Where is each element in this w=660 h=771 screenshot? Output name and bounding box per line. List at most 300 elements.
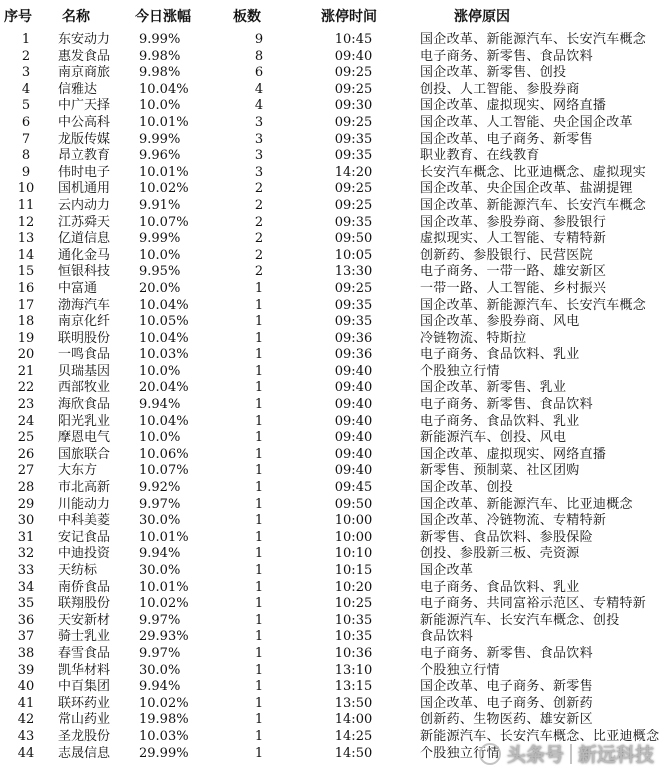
cell-board-count: 6: [254, 65, 264, 81]
cell-change-pct: 20.04%: [139, 380, 189, 396]
table-row: [0, 231, 660, 248]
cell-board-count: 1: [254, 413, 264, 429]
cell-board-count: 1: [254, 645, 264, 661]
cell-change-pct: 10.04%: [139, 297, 189, 313]
cell-limit-up-time: 10:20: [334, 579, 373, 595]
cell-limit-up-time: 10:35: [334, 629, 373, 645]
cell-index: 27: [17, 463, 35, 479]
cell-limit-up-reason: 电子商务、新零售、食品饮料: [420, 645, 593, 661]
cell-stock-name: 凯华材料: [58, 662, 111, 678]
cell-limit-up-time: 09:35: [334, 214, 373, 230]
cell-board-count: 1: [254, 463, 264, 479]
cell-stock-name: 信雅达: [58, 81, 98, 97]
cell-stock-name: 中科美菱: [58, 513, 111, 529]
cell-limit-up-reason: 新零售、食品饮料、参股保险: [420, 529, 593, 545]
cell-limit-up-time: 10:25: [334, 596, 373, 612]
cell-limit-up-time: 13:30: [334, 264, 373, 280]
cell-stock-name: 一鸣食品: [58, 347, 111, 363]
cell-change-pct: 10.0%: [139, 363, 181, 379]
cell-limit-up-time: 09:36: [334, 330, 373, 346]
cell-board-count: 2: [254, 214, 264, 230]
table-row: [0, 98, 660, 115]
table-row: [0, 32, 660, 49]
cell-change-pct: 9.95%: [139, 264, 181, 280]
table-row: [0, 115, 660, 132]
table-row: [0, 132, 660, 149]
cell-stock-name: 西部牧业: [58, 380, 111, 396]
cell-board-count: 8: [254, 48, 264, 64]
cell-limit-up-time: 10:45: [334, 32, 373, 47]
cell-stock-name: 惠发食品: [58, 48, 111, 64]
cell-stock-name: 志晟信息: [58, 745, 111, 761]
cell-stock-name: 阳光乳业: [58, 413, 111, 429]
cell-index: 25: [17, 430, 35, 446]
cell-index: 22: [17, 380, 35, 396]
cell-limit-up-time: 14:25: [334, 728, 373, 744]
table-row: [0, 314, 660, 331]
cell-limit-up-time: 10:00: [334, 513, 373, 529]
cell-stock-name: 常山药业: [58, 712, 111, 728]
table-row: [0, 679, 660, 696]
table-row: [0, 397, 660, 414]
table-row: [0, 463, 660, 480]
cell-stock-name: 中富通: [58, 280, 98, 296]
cell-index: 1: [21, 32, 31, 47]
cell-change-pct: 10.02%: [139, 695, 189, 711]
cell-limit-up-reason: 电子商务、新零售、食品饮料: [420, 397, 593, 413]
cell-index: 10: [17, 181, 35, 197]
cell-limit-up-reason: 电子商务、食品饮料、乳业: [420, 347, 580, 363]
cell-limit-up-time: 13:50: [334, 695, 373, 711]
cell-limit-up-reason: 国企改革、新能源汽车、比亚迪概念: [420, 496, 633, 512]
cell-limit-up-reason: 新能源汽车、创投、风电: [420, 430, 567, 446]
cell-limit-up-time: 10:10: [334, 546, 373, 562]
cell-change-pct: 9.98%: [139, 48, 181, 64]
cell-index: 42: [17, 712, 35, 728]
table-row: [0, 712, 660, 729]
watermark-author: 新远科技: [577, 744, 654, 766]
cell-change-pct: 9.99%: [139, 231, 181, 247]
cell-limit-up-time: 09:40: [334, 363, 373, 379]
cell-limit-up-time: 09:25: [334, 280, 373, 296]
cell-stock-name: 中广天择: [58, 98, 111, 114]
cell-board-count: 3: [254, 114, 264, 130]
cell-stock-name: 天纺标: [58, 563, 98, 578]
cell-stock-name: 昂立教育: [58, 148, 111, 164]
cell-change-pct: 9.99%: [139, 32, 181, 47]
table-row: [0, 264, 660, 281]
cell-limit-up-time: 09:35: [334, 131, 373, 147]
cell-index: 23: [17, 397, 35, 413]
cell-change-pct: 29.99%: [139, 745, 189, 761]
cell-limit-up-reason: 职业教育、在线教育: [420, 148, 540, 164]
cell-limit-up-time: 09:40: [334, 48, 373, 64]
cell-change-pct: 10.0%: [139, 430, 181, 446]
cell-limit-up-reason: 个股独立行情: [420, 662, 500, 678]
cell-index: 33: [17, 563, 35, 578]
cell-limit-up-time: 09:25: [334, 114, 373, 130]
cell-board-count: 1: [254, 579, 264, 595]
table-row: [0, 613, 660, 630]
cell-limit-up-reason: 创新药、参股银行、民营医院: [420, 247, 593, 263]
cell-limit-up-reason: 国企改革、电子商务、新零售: [420, 679, 593, 695]
cell-change-pct: 10.07%: [139, 214, 189, 230]
cell-index: 32: [17, 546, 35, 562]
cell-stock-name: 中迪投资: [58, 546, 111, 562]
header-change-pct: 今日涨幅: [135, 9, 191, 25]
cell-board-count: 1: [254, 297, 264, 313]
table-row: [0, 696, 660, 713]
table-row: [0, 331, 660, 348]
cell-index: 7: [21, 131, 31, 147]
cell-board-count: 1: [254, 529, 264, 545]
cell-board-count: 1: [254, 728, 264, 744]
cell-limit-up-reason: 国企改革、新零售、创投: [420, 65, 567, 81]
cell-index: 12: [17, 214, 35, 230]
cell-limit-up-reason: 国企改革、新零售、乳业: [420, 380, 567, 396]
cell-stock-name: 摩恩电气: [58, 430, 111, 446]
header-limit-up-reason: 涨停原因: [454, 9, 510, 25]
cell-limit-up-time: 10:00: [334, 529, 373, 545]
table-row: [0, 530, 660, 547]
cell-limit-up-time: 10:05: [334, 247, 373, 263]
cell-board-count: 2: [254, 231, 264, 247]
cell-stock-name: 南京商旅: [58, 65, 111, 81]
cell-change-pct: 9.91%: [139, 197, 181, 213]
cell-limit-up-time: 09:50: [334, 231, 373, 247]
cell-change-pct: 9.99%: [139, 131, 181, 147]
table-row: [0, 82, 660, 99]
cell-limit-up-time: 13:10: [334, 662, 373, 678]
cell-stock-name: 骑士乳业: [58, 629, 111, 645]
table-row: [0, 513, 660, 530]
cell-board-count: 1: [254, 380, 264, 396]
cell-limit-up-time: 09:25: [334, 81, 373, 97]
cell-limit-up-time: 09:45: [334, 480, 373, 496]
table-row: [0, 364, 660, 381]
cell-stock-name: 恒银科技: [58, 264, 111, 280]
cell-limit-up-time: 10:35: [334, 612, 373, 628]
cell-stock-name: 国旅联合: [58, 446, 111, 462]
cell-change-pct: 9.97%: [139, 612, 181, 628]
cell-limit-up-time: 14:00: [334, 712, 373, 728]
cell-index: 38: [17, 645, 35, 661]
cell-board-count: 3: [254, 148, 264, 164]
cell-limit-up-time: 10:36: [334, 645, 373, 661]
cell-index: 40: [17, 679, 35, 695]
cell-board-count: 1: [254, 695, 264, 711]
cell-limit-up-reason: 国企改革、央企国企改革、盐湖提锂: [420, 181, 633, 197]
cell-stock-name: 市北高新: [58, 480, 111, 496]
cell-index: 26: [17, 446, 35, 462]
cell-change-pct: 9.96%: [139, 148, 181, 164]
cell-change-pct: 10.01%: [139, 579, 189, 595]
cell-limit-up-reason: 国企改革、新能源汽车、长安汽车概念: [420, 297, 647, 313]
cell-limit-up-reason: 新零售、预制菜、社区团购: [420, 463, 580, 479]
cell-limit-up-time: 13:15: [334, 679, 373, 695]
cell-stock-name: 联翔股份: [58, 596, 111, 612]
cell-limit-up-reason: 冷链物流、特斯拉: [420, 330, 527, 346]
cell-index: 30: [17, 513, 35, 529]
cell-board-count: 3: [254, 164, 264, 180]
cell-limit-up-reason: 创投、参股新三板、壳资源: [420, 546, 580, 562]
header-name: 名称: [62, 9, 90, 25]
cell-index: 31: [17, 529, 35, 545]
cell-change-pct: 10.02%: [139, 181, 189, 197]
cell-limit-up-reason: 电子商务、一带一路、雄安新区: [420, 264, 607, 280]
cell-index: 13: [17, 231, 35, 247]
cell-change-pct: 10.0%: [139, 247, 181, 263]
cell-stock-name: 江苏舜天: [58, 214, 111, 230]
cell-stock-name: 亿道信息: [58, 231, 111, 247]
cell-change-pct: 10.05%: [139, 314, 189, 330]
cell-limit-up-reason: 电子商务、食品饮料、乳业: [420, 579, 580, 595]
cell-stock-name: 中公高科: [58, 114, 111, 130]
cell-index: 36: [17, 612, 35, 628]
cell-limit-up-reason: 食品饮料: [420, 629, 474, 645]
cell-stock-name: 东安动力: [58, 32, 111, 47]
cell-stock-name: 联环药业: [58, 695, 111, 711]
cell-board-count: 1: [254, 513, 264, 529]
cell-index: 8: [21, 148, 31, 164]
cell-stock-name: 春雪食品: [58, 645, 111, 661]
cell-board-count: 1: [254, 446, 264, 462]
toutiao-logo-icon: [479, 743, 501, 765]
table-row: [0, 65, 660, 82]
cell-limit-up-time: 09:40: [334, 430, 373, 446]
cell-change-pct: 30.0%: [139, 662, 181, 678]
table-row: [0, 646, 660, 663]
cell-limit-up-reason: 创新药、生物医药、雄安新区: [420, 712, 593, 728]
table-row: [0, 165, 660, 182]
cell-board-count: 1: [254, 496, 264, 512]
cell-index: 4: [21, 81, 31, 97]
table-row: [0, 546, 660, 563]
cell-change-pct: 10.07%: [139, 463, 189, 479]
cell-change-pct: 10.01%: [139, 114, 189, 130]
cell-limit-up-reason: 国企改革: [420, 563, 474, 578]
cell-board-count: 4: [254, 98, 264, 114]
cell-index: 3: [21, 65, 31, 81]
table-row: [0, 248, 660, 265]
table-row: [0, 347, 660, 364]
table-row: [0, 181, 660, 198]
cell-change-pct: 10.01%: [139, 164, 189, 180]
cell-limit-up-reason: 国企改革、人工智能、央企国企改革: [420, 114, 633, 130]
watermark-divider: [570, 744, 572, 764]
table-row: [0, 563, 660, 580]
cell-change-pct: 10.04%: [139, 330, 189, 346]
cell-limit-up-reason: 电子商务、食品饮料、乳业: [420, 413, 580, 429]
cell-stock-name: 圣龙股份: [58, 728, 111, 744]
cell-stock-name: 中百集团: [58, 679, 111, 695]
cell-change-pct: 30.0%: [139, 513, 181, 529]
cell-change-pct: 9.94%: [139, 546, 181, 562]
cell-board-count: 1: [254, 662, 264, 678]
cell-change-pct: 9.94%: [139, 679, 181, 695]
table-row: [0, 596, 660, 613]
cell-stock-name: 云内动力: [58, 197, 111, 213]
cell-change-pct: 9.98%: [139, 65, 181, 81]
cell-index: 44: [17, 745, 35, 761]
cell-limit-up-reason: 电子商务、共同富裕示范区、专精特新: [420, 596, 647, 612]
header-limit-up-time: 涨停时间: [321, 9, 377, 25]
cell-stock-name: 大东方: [58, 463, 98, 479]
cell-board-count: 1: [254, 612, 264, 628]
cell-board-count: 1: [254, 347, 264, 363]
cell-stock-name: 龙版传媒: [58, 131, 111, 147]
cell-change-pct: 10.04%: [139, 81, 189, 97]
cell-stock-name: 安记食品: [58, 529, 111, 545]
cell-limit-up-reason: 国企改革、新能源汽车、长安汽车概念: [420, 32, 647, 47]
cell-limit-up-time: 14:20: [334, 164, 373, 180]
cell-limit-up-reason: 新能源汽车、长安汽车概念、创投: [420, 612, 620, 628]
cell-board-count: 1: [254, 546, 264, 562]
cell-board-count: 2: [254, 264, 264, 280]
cell-stock-name: 海欣食品: [58, 397, 111, 413]
cell-index: 5: [21, 98, 31, 114]
table-row: [0, 447, 660, 464]
cell-index: 14: [17, 247, 35, 263]
watermark-platform: 头条号: [506, 744, 564, 766]
cell-board-count: 1: [254, 712, 264, 728]
cell-index: 6: [21, 114, 31, 130]
cell-index: 2: [21, 48, 31, 64]
table-row: [0, 629, 660, 646]
cell-change-pct: 20.0%: [139, 280, 181, 296]
cell-change-pct: 10.06%: [139, 446, 189, 462]
table-row: [0, 380, 660, 397]
cell-change-pct: 10.03%: [139, 728, 189, 744]
table-row: [0, 281, 660, 298]
table-row: [0, 580, 660, 597]
cell-board-count: 2: [254, 247, 264, 263]
table-body: [0, 32, 660, 762]
table-row: [0, 497, 660, 514]
cell-change-pct: 30.0%: [139, 563, 181, 578]
cell-board-count: 1: [254, 363, 264, 379]
cell-limit-up-time: 09:25: [334, 65, 373, 81]
cell-change-pct: 10.04%: [139, 413, 189, 429]
cell-stock-name: 南京化纤: [58, 314, 111, 330]
cell-change-pct: 19.98%: [139, 712, 189, 728]
cell-index: 11: [17, 197, 35, 213]
table-row: [0, 49, 660, 66]
cell-board-count: 1: [254, 629, 264, 645]
table-row: [0, 198, 660, 215]
cell-limit-up-time: 09:40: [334, 380, 373, 396]
cell-index: 18: [17, 314, 35, 330]
cell-limit-up-time: 09:40: [334, 446, 373, 462]
cell-index: 41: [17, 695, 35, 711]
cell-limit-up-reason: 电子商务、新零售、食品饮料: [420, 48, 593, 64]
cell-board-count: 1: [254, 280, 264, 296]
cell-index: 19: [17, 330, 35, 346]
cell-limit-up-time: 09:36: [334, 347, 373, 363]
header-index: 序号: [4, 9, 32, 25]
table-row: [0, 663, 660, 680]
cell-index: 39: [17, 662, 35, 678]
cell-stock-name: 联明股份: [58, 330, 111, 346]
cell-index: 28: [17, 480, 35, 496]
cell-stock-name: 伟时电子: [58, 164, 111, 180]
cell-limit-up-reason: 个股独立行情: [420, 745, 500, 761]
cell-limit-up-reason: 一带一路、人工智能、乡村振兴: [420, 280, 607, 296]
cell-limit-up-reason: 虚拟现实、人工智能、专精特新: [420, 231, 607, 247]
cell-limit-up-time: 09:35: [334, 148, 373, 164]
cell-board-count: 1: [254, 596, 264, 612]
cell-change-pct: 29.93%: [139, 629, 189, 645]
cell-board-count: 2: [254, 181, 264, 197]
cell-stock-name: 通化金马: [58, 247, 111, 263]
cell-limit-up-time: 09:25: [334, 197, 373, 213]
cell-limit-up-reason: 国企改革、虚拟现实、网络直播: [420, 446, 607, 462]
cell-limit-up-reason: 创投、人工智能、参股券商: [420, 81, 580, 97]
cell-stock-name: 南侨食品: [58, 579, 111, 595]
cell-index: 20: [17, 347, 35, 363]
cell-index: 15: [17, 264, 35, 280]
cell-limit-up-time: 09:50: [334, 496, 373, 512]
cell-index: 21: [17, 363, 35, 379]
cell-index: 16: [17, 280, 35, 296]
cell-stock-name: 渤海汽车: [58, 297, 111, 313]
cell-limit-up-reason: 国企改革、电子商务、新零售: [420, 131, 593, 147]
cell-board-count: 1: [254, 397, 264, 413]
cell-index: 9: [21, 164, 31, 180]
table-row: [0, 430, 660, 447]
cell-board-count: 1: [254, 430, 264, 446]
cell-board-count: 4: [254, 81, 264, 97]
cell-limit-up-time: 09:35: [334, 314, 373, 330]
cell-limit-up-time: 09:35: [334, 297, 373, 313]
cell-change-pct: 10.03%: [139, 347, 189, 363]
cell-limit-up-time: 09:40: [334, 463, 373, 479]
cell-board-count: 1: [254, 314, 264, 330]
cell-index: 17: [17, 297, 35, 313]
cell-limit-up-reason: 国企改革、参股券商、风电: [420, 314, 580, 330]
cell-limit-up-reason: 国企改革、参股券商、参股银行: [420, 214, 607, 230]
table-row: [0, 480, 660, 497]
cell-board-count: 1: [254, 679, 264, 695]
cell-change-pct: 10.02%: [139, 596, 189, 612]
cell-limit-up-reason: 国企改革、虚拟现实、网络直播: [420, 98, 607, 114]
cell-index: 43: [17, 728, 35, 744]
cell-board-count: 9: [254, 32, 264, 47]
cell-index: 34: [17, 579, 35, 595]
cell-stock-name: 天安新材: [58, 612, 111, 628]
cell-limit-up-time: 09:30: [334, 98, 373, 114]
table-row: [0, 414, 660, 431]
cell-limit-up-time: 14:50: [334, 745, 373, 761]
cell-limit-up-reason: 国企改革、新能源汽车、长安汽车概念: [420, 197, 647, 213]
header-row: [0, 0, 660, 32]
cell-board-count: 1: [254, 480, 264, 496]
cell-board-count: 3: [254, 131, 264, 147]
cell-limit-up-time: 09:40: [334, 397, 373, 413]
cell-stock-name: 贝瑞基因: [58, 363, 111, 379]
cell-change-pct: 9.92%: [139, 480, 181, 496]
cell-index: 35: [17, 596, 35, 612]
cell-limit-up-time: 09:25: [334, 181, 373, 197]
cell-limit-up-time: 10:15: [334, 563, 373, 578]
cell-change-pct: 9.97%: [139, 496, 181, 512]
cell-change-pct: 9.97%: [139, 645, 181, 661]
cell-change-pct: 10.0%: [139, 98, 181, 114]
cell-change-pct: 9.94%: [139, 397, 181, 413]
watermark: [479, 740, 654, 767]
cell-index: 29: [17, 496, 35, 512]
cell-limit-up-reason: 国企改革、创投: [420, 480, 514, 496]
